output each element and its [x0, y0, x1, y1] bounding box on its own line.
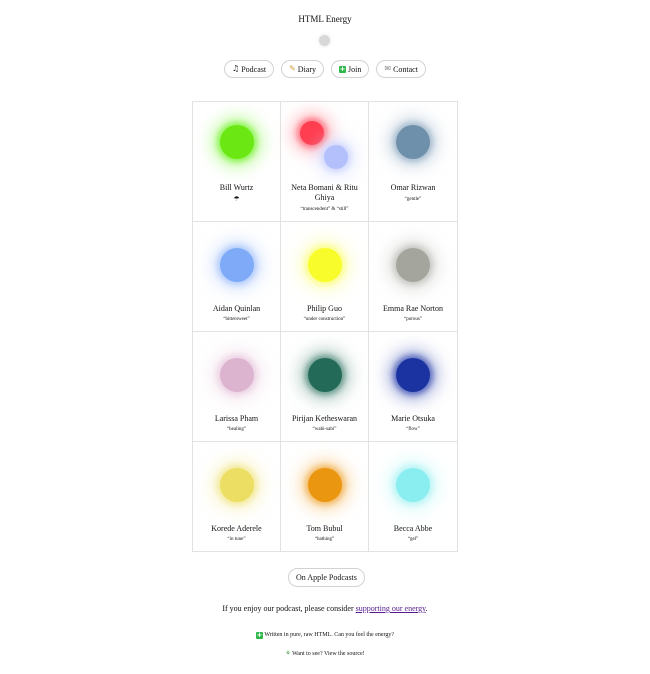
guest-word: “bathing”: [314, 537, 335, 542]
guest-name: Becca Abbe: [393, 524, 433, 533]
guest-name: Pirijan Ketheswaran: [291, 414, 358, 423]
guest-card-neta-ritu[interactable]: [281, 102, 369, 222]
nav-diary-label: Diary: [297, 64, 317, 74]
energy-orb: [396, 125, 430, 159]
guest-card-becca-abbe[interactable]: [369, 442, 457, 551]
energy-orb: [220, 358, 254, 392]
written-note: [0, 632, 650, 639]
music-note-icon: ♫: [232, 64, 240, 73]
guest-name: Aidan Quinlan: [212, 304, 261, 313]
nav-podcast-label: Podcast: [241, 64, 267, 74]
guest-name: Philip Guo: [307, 304, 342, 313]
nav-podcast-link[interactable]: [224, 60, 274, 78]
support-suffix: .: [425, 604, 428, 613]
energy-orb: [300, 121, 324, 145]
view-source-note[interactable]: [0, 650, 650, 657]
guest-word: “healing”: [226, 427, 247, 432]
site-title[interactable]: HTML Energy: [298, 14, 352, 24]
guest-card-emma-rae-norton[interactable]: [369, 222, 457, 332]
guest-word: “bittersweet”: [223, 317, 250, 322]
guest-name: Korede Aderele: [211, 524, 262, 533]
energy-orb: [308, 358, 342, 392]
nav-join-link[interactable]: [331, 60, 369, 78]
plus-square-icon: +: [339, 64, 346, 73]
guest-card-marie-otsuka[interactable]: [369, 332, 457, 442]
support-link[interactable]: supporting our energy: [355, 604, 426, 613]
guest-word: “under construction”: [303, 317, 346, 322]
guest-card-omar-rizwan[interactable]: [369, 102, 457, 222]
energy-orb: [220, 125, 254, 159]
written-text: Written in pure, raw HTML. Can you feel the energy?: [264, 632, 395, 638]
guest-card-aidan-quinlan[interactable]: [193, 222, 281, 332]
guest-card-korede-aderele[interactable]: [193, 442, 281, 551]
energy-orb-icon: [319, 35, 330, 46]
guest-name: Larissa Pham: [214, 414, 259, 423]
memo-icon: ✎: [289, 64, 296, 73]
seedling-icon: ⚘: [285, 650, 291, 657]
guest-card-philip-guo[interactable]: [281, 222, 369, 332]
nav-join-label: Join: [348, 64, 362, 74]
guest-card-tom-bubul[interactable]: [281, 442, 369, 551]
umbrella-icon: ☂: [233, 195, 240, 203]
energy-orb: [396, 358, 430, 392]
energy-orb: [220, 248, 254, 282]
guest-name: Omar Rizwan: [390, 183, 436, 192]
energy-orb: [308, 248, 342, 282]
apple-podcasts-button[interactable]: On Apple Podcasts: [288, 568, 365, 587]
guest-card-pirijan-ketheswaran[interactable]: [281, 332, 369, 442]
view-source-text: Want to see? View the source!: [292, 651, 365, 657]
nav-contact-link[interactable]: [376, 60, 426, 78]
guest-card-larissa-pham[interactable]: [193, 332, 281, 442]
main-nav: [0, 60, 650, 78]
guest-name: Marie Otsuka: [391, 414, 435, 423]
guest-word: “wabi-sabi”: [312, 427, 337, 432]
nav-diary-link[interactable]: [281, 60, 324, 78]
plus-square-icon: +: [256, 631, 263, 639]
energy-orb: [396, 468, 430, 502]
guest-word: “gentle”: [404, 197, 422, 202]
energy-orb-secondary: [324, 145, 348, 169]
envelope-icon: ✉: [384, 64, 392, 73]
guest-name: Emma Rae Norton: [383, 304, 443, 313]
support-message: [0, 604, 650, 613]
guest-word: “transcendent” & “still”: [300, 207, 349, 212]
guest-name: Neta Bomani & Ritu Ghiya: [291, 183, 358, 202]
nav-contact-label: Contact: [393, 64, 418, 74]
guest-word: “in tune”: [227, 537, 246, 542]
guest-word: “gel”: [407, 537, 419, 542]
guest-name: Tom Bubul: [306, 524, 343, 533]
guest-word: “porous”: [403, 317, 423, 322]
guest-card-bill-wurtz[interactable]: [193, 102, 281, 222]
guest-name: Bill Wurtz: [219, 183, 254, 192]
energy-orb: [220, 468, 254, 502]
support-prefix: If you enjoy our podcast, please consider: [222, 604, 356, 613]
guest-grid: [192, 101, 458, 552]
energy-orb: [308, 468, 342, 502]
guest-word: “flow”: [406, 427, 420, 432]
energy-orb: [396, 248, 430, 282]
